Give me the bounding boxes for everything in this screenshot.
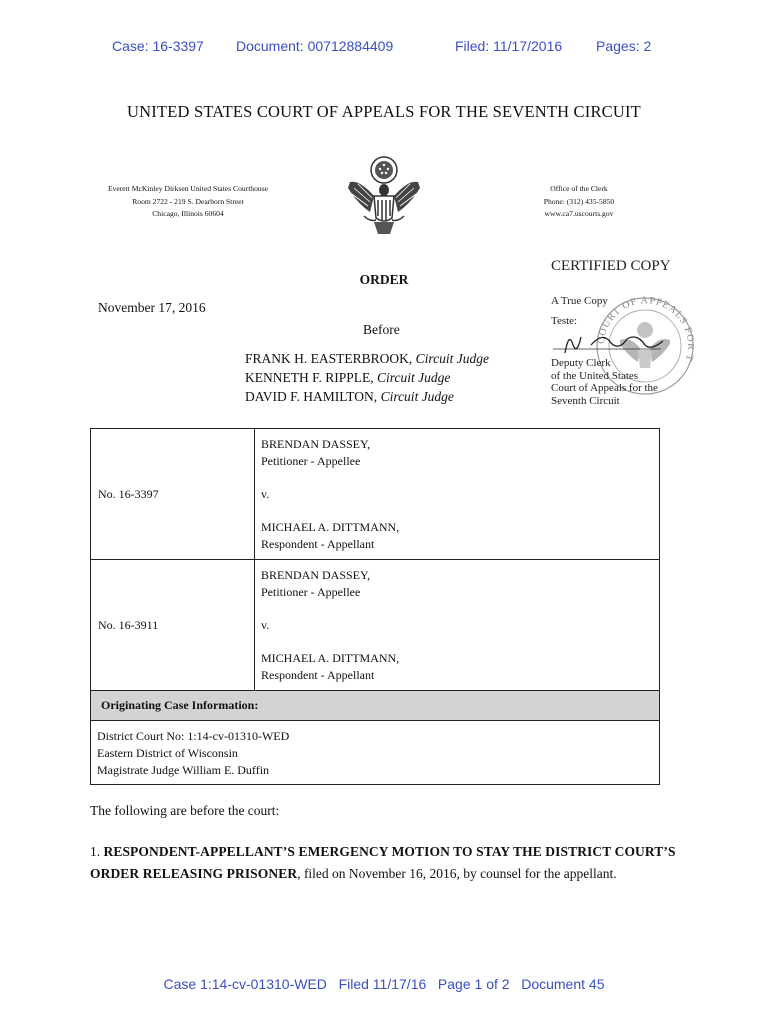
versus: v. bbox=[261, 618, 270, 632]
before-label: Before bbox=[363, 322, 400, 337]
petitioner-role: Petitioner - Appellee bbox=[261, 454, 361, 468]
judge-line bbox=[245, 368, 489, 387]
seal-ring-text: COURT OF APPEALS F T bbox=[595, 295, 694, 364]
table-row bbox=[91, 691, 660, 721]
order-date: November 17, 2016 bbox=[98, 300, 206, 315]
item-number: 1. bbox=[90, 844, 104, 859]
judge-panel bbox=[245, 349, 489, 406]
eagle-seal-icon bbox=[340, 152, 428, 240]
filing-footer: Case 1:14-cv-01310-WED Filed 11/17/16 Page 1 of 2 Document 45 bbox=[163, 976, 605, 992]
cert-line: Court of Appeals for the bbox=[551, 382, 658, 394]
respondent-name: MICHAEL A. DITTMANN, bbox=[261, 651, 400, 665]
case-number: No. 16-3911 bbox=[91, 560, 255, 691]
court-title: UNITED STATES COURT OF APPEALS FOR THE SEVENTH CIRCUIT bbox=[127, 102, 641, 121]
signature-icon bbox=[551, 327, 681, 357]
intro-paragraph: The following are before the court: bbox=[90, 803, 280, 818]
contact-line: www.ca7.uscourts.gov bbox=[544, 209, 614, 218]
case-caption-table bbox=[90, 428, 660, 785]
table-row bbox=[91, 429, 660, 560]
header-filed: Filed: 11/17/2016 bbox=[455, 38, 563, 54]
address-line: Room 2722 - 219 S. Dearborn Street bbox=[132, 196, 244, 206]
courthouse-address bbox=[88, 183, 288, 221]
petitioner-name: BRENDAN DASSEY, bbox=[261, 437, 371, 451]
case-number: No. 16-3397 bbox=[91, 429, 255, 560]
clerk-contact bbox=[504, 183, 654, 221]
respondent-role: Respondent - Appellant bbox=[261, 537, 375, 551]
certified-copy-title: CERTIFIED COPY bbox=[551, 258, 671, 274]
respondent-name: MICHAEL A. DITTMANN, bbox=[261, 520, 400, 534]
originating-details bbox=[91, 721, 660, 785]
cert-line: Teste: bbox=[551, 314, 578, 327]
judge-title: Circuit Judge bbox=[415, 351, 490, 366]
originating-heading: Originating Case Information: bbox=[91, 691, 660, 721]
judge-line bbox=[245, 349, 489, 368]
address-line: Chicago, Illinois 60604 bbox=[152, 209, 224, 218]
address-line: Everett McKinley Dirksen United States Courthouse bbox=[107, 184, 269, 193]
header-pages: Pages: 2 bbox=[596, 38, 652, 54]
motion-detail: , filed on November 16, 2016, by counsel for the appellant. bbox=[297, 866, 617, 881]
table-row bbox=[91, 721, 660, 785]
respondent-role: Respondent - Appellant bbox=[261, 668, 375, 682]
judge-line bbox=[245, 387, 489, 406]
judge-name: DAVID F. HAMILTON, bbox=[245, 389, 381, 404]
case-parties bbox=[255, 429, 660, 560]
petitioner-role: Petitioner - Appellee bbox=[261, 585, 361, 599]
order-heading: ORDER bbox=[359, 272, 409, 287]
judge-name: KENNETH F. RIPPLE, bbox=[245, 370, 378, 385]
table-row bbox=[91, 560, 660, 691]
case-parties bbox=[255, 560, 660, 691]
originating-line: Magistrate Judge William E. Duffin bbox=[97, 763, 270, 777]
cert-line: A True Copy bbox=[551, 295, 608, 307]
judge-name: FRANK H. EASTERBROOK, bbox=[245, 351, 416, 366]
originating-line: Eastern District of Wisconsin bbox=[97, 746, 238, 760]
header-case: Case: 16-3397 bbox=[112, 38, 204, 54]
originating-line: District Court No: 1:14-cv-01310-WED bbox=[97, 729, 290, 743]
petitioner-name: BRENDAN DASSEY, bbox=[261, 568, 371, 582]
cert-line: Deputy Clerk bbox=[551, 357, 611, 369]
filing-header bbox=[0, 38, 768, 58]
certified-copy-text bbox=[551, 295, 658, 407]
motion-title: RESPONDENT-APPELLANT’S EMERGENCY MOTION TO STAY THE DISTRICT COURT’S ORDER RELEASING PRISONER bbox=[90, 844, 676, 881]
versus: v. bbox=[261, 487, 270, 501]
motion-paragraph bbox=[90, 841, 690, 885]
signature-area bbox=[551, 327, 658, 357]
cert-line: of the United States bbox=[551, 369, 639, 382]
judge-title: Circuit Judge bbox=[380, 389, 454, 404]
contact-line: Phone: (312) 435-5850 bbox=[543, 196, 615, 206]
judge-title: Circuit Judge bbox=[377, 370, 451, 385]
header-document: Document: 00712884409 bbox=[236, 38, 394, 54]
contact-line: Office of the Clerk bbox=[550, 184, 608, 193]
cert-line: Seventh Circuit bbox=[551, 394, 620, 407]
